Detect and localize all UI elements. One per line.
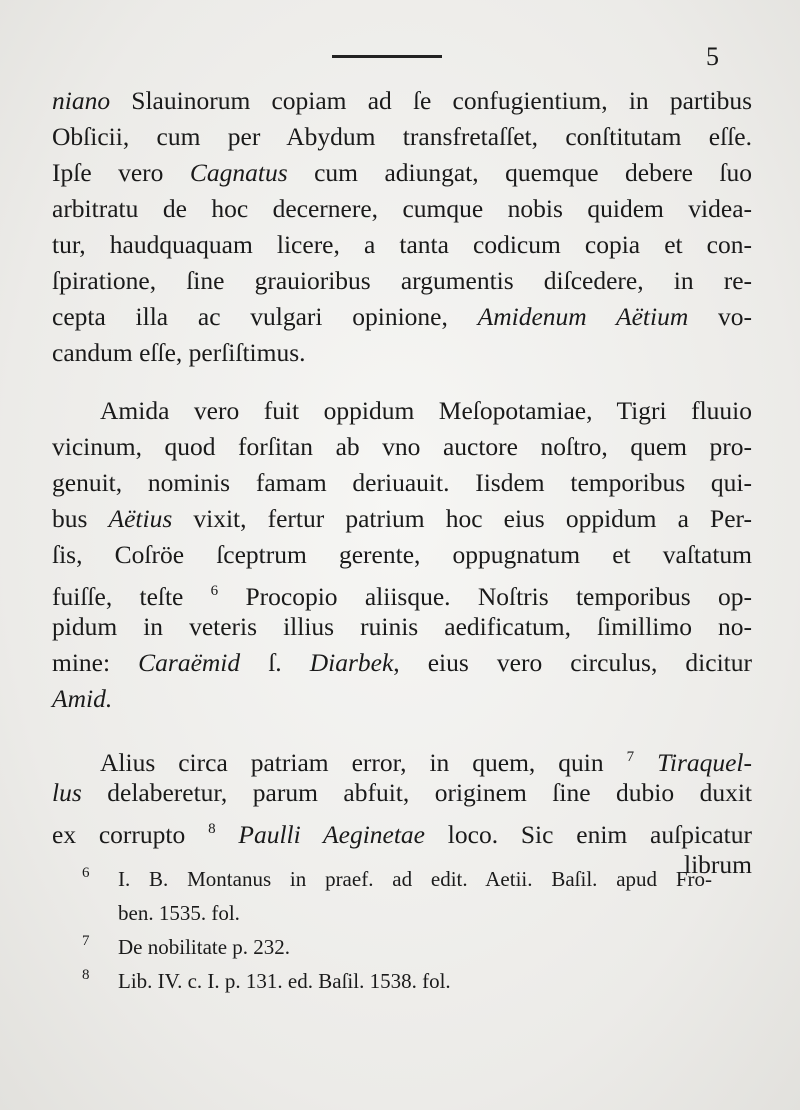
text-run: mine: (52, 648, 139, 677)
italic-text: Paulli Aeginetae (238, 820, 425, 849)
text-run: pidum in veteris illius ruinis aedificatum, ſimillimo no- (52, 612, 752, 641)
text-line (52, 191, 752, 227)
text-line (52, 299, 752, 335)
italic-text: Cagnatus (189, 158, 288, 187)
text-run: bus (52, 504, 109, 533)
text-line (52, 645, 752, 681)
text-run: vicinum, quod forſitan ab vno auctore noſtro, quem pro- (52, 432, 752, 461)
italic-text: niano (52, 86, 111, 115)
text-line (52, 775, 752, 811)
text-run: ſis, Coſröe ſceptrum gerente, oppugnatum et vaſtatum (52, 540, 752, 569)
text-run: loco. Sic enim auſpicatur (425, 820, 752, 849)
footnote-text: ben. 1535. fol. (118, 901, 240, 925)
footnote-text: I. B. Montanus in praef. ad edit. Aetii. Baſil. apud Fro- (118, 867, 712, 891)
text-line (52, 501, 752, 537)
text-line (52, 83, 752, 119)
footnote-ref: 8 (208, 821, 216, 837)
footnote-line (82, 862, 712, 896)
footnote-line (82, 964, 712, 998)
text-line (52, 429, 752, 465)
text-run: Alius circa patriam error, in quem, quin (100, 748, 627, 777)
text-run (634, 748, 657, 777)
text-run: tur, haudquaquam licere, a tanta codicum copia et con- (52, 230, 752, 259)
text-run: genuit, nominis famam deriuauit. Iisdem temporibus qui- (52, 468, 752, 497)
text-run: , eius vero circulus, dicitur (393, 648, 752, 677)
body-text (52, 83, 752, 883)
italic-text: Caraëmid (138, 648, 241, 677)
italic-text: lus (52, 778, 82, 807)
text-line (52, 155, 752, 191)
text-run: delaberetur, parum abfuit, originem ſine dubio duxit (81, 778, 752, 807)
text-run: candum eſſe, perſiſtimus. (52, 338, 306, 367)
text-run: Amida vero fuit oppidum Meſopotamiae, Tigri fluuio (100, 396, 752, 425)
text-run: ſpiratione, ſine grauioribus argumentis diſcedere, in re- (52, 266, 752, 295)
footnote-line (82, 930, 712, 964)
footnote-mark: 6 (82, 865, 90, 881)
footnote-ref: 6 (210, 583, 219, 599)
text-line (52, 263, 752, 299)
text-line (52, 465, 752, 501)
text-run: cum adiungat, quemque debere ſuo (287, 158, 752, 187)
italic-text: Amid. (52, 684, 113, 713)
text-run: ſ. (240, 648, 310, 677)
italic-text: Amidenum Aëtium (477, 302, 689, 331)
paragraph-gap (52, 371, 752, 393)
footnote-text: De nobilitate p. 232. (118, 935, 291, 959)
text-line (52, 573, 752, 609)
text-line (52, 811, 752, 847)
text-run: Obſicii, cum per Abydum transfretaſſet, conſtitutam eſſe. (52, 122, 752, 151)
text-run: fuiſſe, teſte (52, 582, 211, 611)
text-run: arbitratu de hoc decernere, cumque nobis quidem videa- (52, 194, 752, 223)
text-line (52, 739, 752, 775)
text-run: Procopio aliisque. Noſtris temporibus op- (218, 582, 752, 611)
text-run: vixit, fertur patrium hoc eius oppidum a Per- (172, 504, 752, 533)
footnotes (82, 862, 712, 998)
footnote-mark: 8 (82, 967, 90, 983)
paragraph (52, 83, 752, 371)
text-run: Ipſe vero (52, 158, 190, 187)
paragraph-gap (52, 717, 752, 739)
header-rule (332, 55, 442, 58)
text-run: ex corrupto (52, 820, 209, 849)
text-line (52, 227, 752, 263)
italic-text: Aëtius (108, 504, 173, 533)
text-run: cepta illa ac vulgari opinione, (52, 302, 478, 331)
text-run: vo- (688, 302, 752, 331)
text-run (216, 820, 239, 849)
text-run: librum (684, 850, 752, 879)
footnote-line (82, 896, 712, 930)
text-line (52, 681, 752, 717)
text-line (52, 119, 752, 155)
footnote-ref: 7 (626, 749, 635, 765)
italic-text: Diarbek (309, 648, 394, 677)
text-line (52, 393, 752, 429)
footnote-text: Lib. IV. c. I. p. 131. ed. Baſil. 1538. fol. (118, 969, 451, 993)
footnote-mark: 7 (82, 933, 90, 949)
text-line (52, 335, 752, 371)
text-line (52, 537, 752, 573)
italic-text: Tiraquel- (657, 748, 753, 777)
text-line (52, 609, 752, 645)
paragraph (52, 393, 752, 717)
text-run: Slauinorum copiam ad ſe confugientium, in partibus (110, 86, 752, 115)
page-number: 5 (706, 42, 719, 71)
